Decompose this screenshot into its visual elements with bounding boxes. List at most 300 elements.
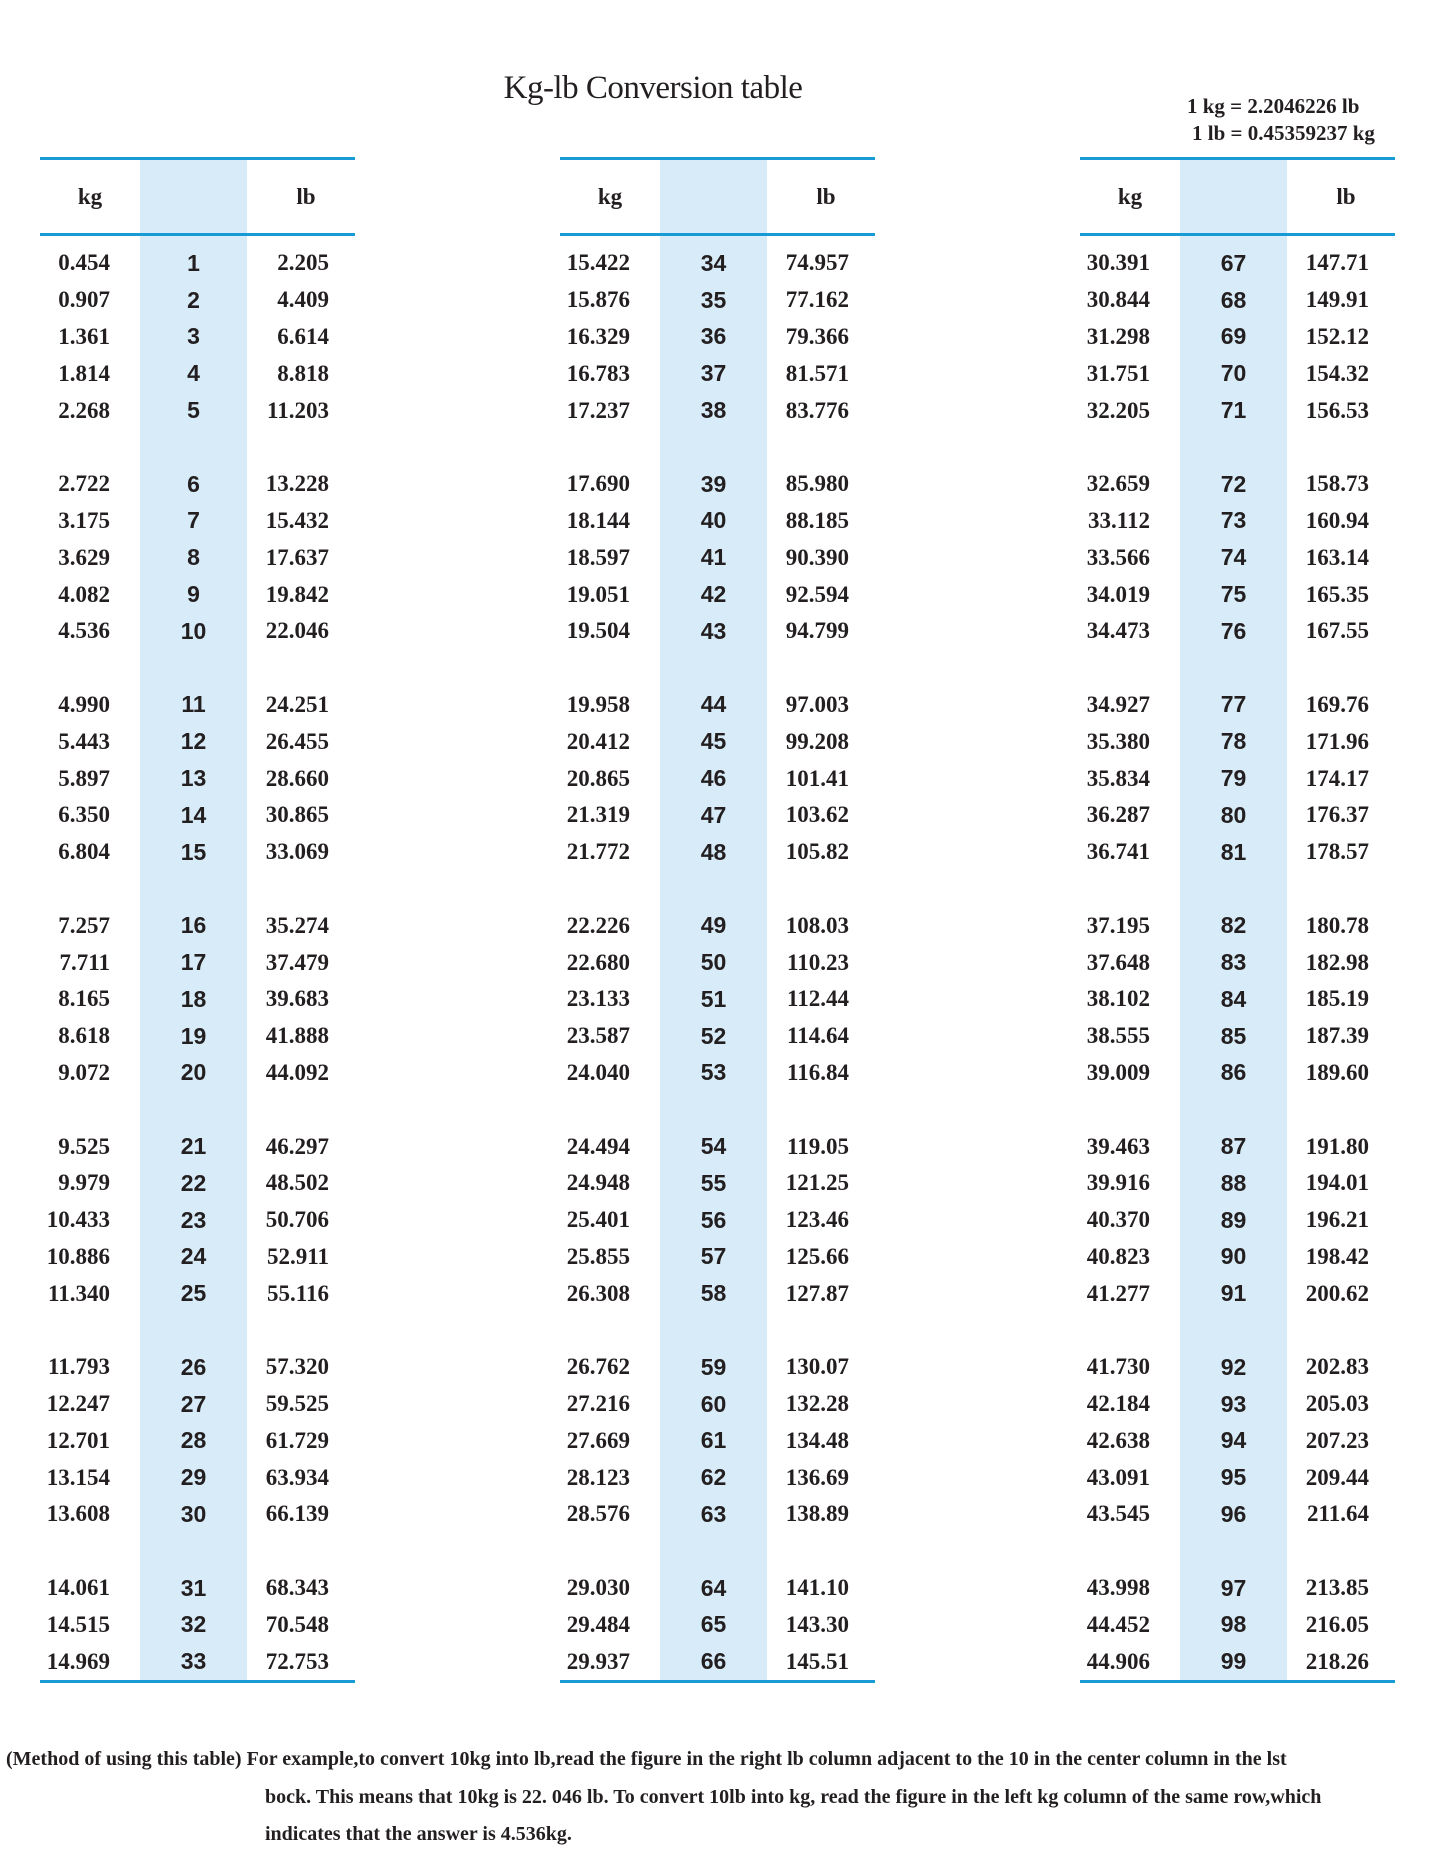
lb-value: 8.818: [277, 360, 329, 386]
lb-value: 167.55: [1305, 618, 1369, 644]
table-row: [40, 1386, 355, 1423]
kg-value: 44.906: [1086, 1648, 1150, 1674]
table-row: [560, 466, 875, 503]
table-row: [1080, 1275, 1395, 1312]
kg-value: 13.608: [46, 1501, 110, 1527]
lb-value: 154.32: [1305, 360, 1369, 386]
unit-number: 52: [700, 1022, 727, 1049]
lb-value: 4.409: [277, 287, 329, 313]
lb-value: 74.957: [785, 250, 849, 276]
kg-value: 39.009: [1086, 1059, 1150, 1085]
kg-value: 12.247: [46, 1391, 110, 1417]
lb-value: 187.39: [1305, 1023, 1369, 1049]
unit-number: 70: [1220, 360, 1247, 387]
table-row: [40, 1643, 355, 1680]
kg-header: kg: [77, 183, 103, 209]
kg-value: 14.515: [46, 1611, 110, 1637]
table-row: [560, 1423, 875, 1460]
lb-value: 15.432: [265, 507, 329, 533]
usage-note-line1: (Method of using this table) For example,to convert 10kg into lb,read the figure in the right lb column adjacent to the 10 in the center column in the lst: [6, 1748, 1287, 1770]
table-row: [1080, 319, 1395, 356]
lb-value: 207.23: [1305, 1427, 1369, 1453]
unit-number: 78: [1220, 728, 1247, 755]
table-row: [1080, 1202, 1395, 1239]
table-row: [40, 834, 355, 871]
kg-value: 28.576: [566, 1501, 630, 1527]
kg-value: 42.184: [1086, 1391, 1150, 1417]
unit-number: 76: [1220, 617, 1247, 644]
unit-number: 72: [1220, 470, 1247, 497]
unit-number: 81: [1220, 838, 1247, 865]
unit-number: 21: [180, 1133, 207, 1160]
kg-value: 31.298: [1086, 323, 1150, 349]
table-rows: [560, 245, 875, 1680]
table-row: [40, 1606, 355, 1643]
kg-value: 35.380: [1086, 728, 1150, 754]
table-row: [1080, 576, 1395, 613]
table-row: [40, 723, 355, 760]
table-row: [560, 1606, 875, 1643]
unit-number: 93: [1220, 1390, 1247, 1417]
unit-number: 53: [700, 1059, 727, 1086]
kg-value: 14.061: [46, 1575, 110, 1601]
lb-value: 130.07: [785, 1354, 849, 1380]
lb-value: 13.228: [265, 471, 329, 497]
unit-number: 23: [180, 1206, 207, 1233]
kg-value: 29.484: [566, 1611, 630, 1637]
kg-value: 34.019: [1086, 581, 1150, 607]
kg-value: 15.422: [566, 250, 630, 276]
kg-header: kg: [597, 183, 623, 209]
unit-number: 64: [700, 1574, 727, 1601]
table-row: [40, 1570, 355, 1607]
unit-number: 6: [187, 470, 200, 497]
table-row: [40, 907, 355, 944]
unit-number: 40: [700, 507, 727, 534]
kg-value: 22.226: [566, 912, 630, 938]
table-row: [560, 355, 875, 392]
unit-number: 32: [180, 1611, 207, 1638]
kg-value: 29.030: [566, 1575, 630, 1601]
kg-value: 10.886: [46, 1243, 110, 1269]
unit-number: 90: [1220, 1243, 1247, 1270]
lb-value: 101.41: [785, 765, 849, 791]
table-row: [1080, 1128, 1395, 1165]
unit-number: 57: [700, 1243, 727, 1270]
kg-value: 3.629: [58, 544, 110, 570]
table-row: [40, 539, 355, 576]
kg-value: 32.205: [1086, 397, 1150, 423]
lb-value: 138.89: [785, 1501, 849, 1527]
table-row: [560, 1165, 875, 1202]
table-row: [560, 1643, 875, 1680]
lb-value: 70.548: [265, 1611, 329, 1637]
lb-value: 50.706: [265, 1207, 329, 1233]
kg-value: 24.948: [566, 1170, 630, 1196]
unit-number: 51: [700, 985, 727, 1012]
lb-value: 205.03: [1305, 1391, 1369, 1417]
table-row: [560, 539, 875, 576]
unit-number: 86: [1220, 1059, 1247, 1086]
table-rows: [1080, 245, 1395, 1680]
lb-value: 160.94: [1305, 507, 1369, 533]
kg-value: 4.536: [58, 618, 110, 644]
table-header: [1080, 160, 1395, 233]
kg-value: 2.722: [58, 471, 110, 497]
lb-value: 99.208: [785, 728, 849, 754]
unit-number: 91: [1220, 1280, 1247, 1307]
lb-value: 119.05: [787, 1133, 849, 1159]
table-row: [560, 723, 875, 760]
kg-value: 30.391: [1086, 250, 1150, 276]
lb-value: 26.455: [265, 728, 329, 754]
table-row: [40, 1496, 355, 1533]
lb-value: 85.980: [785, 471, 849, 497]
lb-value: 108.03: [785, 912, 849, 938]
table-row: [1080, 1643, 1395, 1680]
rule-bottom: [40, 1680, 355, 1683]
table-row: [1080, 981, 1395, 1018]
kg-value: 4.082: [58, 581, 110, 607]
lb-value: 19.842: [265, 581, 329, 607]
kg-value: 34.927: [1086, 691, 1150, 717]
table-row: [560, 1128, 875, 1165]
kg-value: 44.452: [1086, 1611, 1150, 1637]
kg-value: 17.237: [566, 397, 630, 423]
unit-number: 47: [700, 801, 727, 828]
unit-number: 1: [187, 249, 200, 276]
kg-value: 15.876: [566, 287, 630, 313]
lb-value: 163.14: [1305, 544, 1369, 570]
unit-number: 42: [700, 581, 727, 608]
lb-value: 216.05: [1305, 1611, 1369, 1637]
kg-value: 43.091: [1086, 1464, 1150, 1490]
table-row: [1080, 1349, 1395, 1386]
table-row: [560, 576, 875, 613]
lb-value: 182.98: [1305, 949, 1369, 975]
kg-value: 0.907: [58, 287, 110, 313]
kg-value: 32.659: [1086, 471, 1150, 497]
unit-number: 88: [1220, 1169, 1247, 1196]
table-row: [40, 944, 355, 981]
kg-value: 19.051: [566, 581, 630, 607]
lb-value: 189.60: [1305, 1059, 1369, 1085]
kg-value: 43.545: [1086, 1501, 1150, 1527]
lb-value: 66.139: [265, 1501, 329, 1527]
kg-value: 37.195: [1086, 912, 1150, 938]
lb-value: 112.44: [787, 986, 849, 1012]
lb-value: 59.525: [265, 1391, 329, 1417]
lb-value: 39.683: [265, 986, 329, 1012]
table-row: [40, 1275, 355, 1312]
unit-number: 77: [1220, 691, 1247, 718]
kg-value: 9.979: [58, 1170, 110, 1196]
unit-number: 36: [700, 323, 727, 350]
unit-number: 35: [700, 286, 727, 313]
kg-value: 5.897: [58, 765, 110, 791]
kg-value: 30.844: [1086, 287, 1150, 313]
lb-value: 68.343: [265, 1575, 329, 1601]
table-row: [1080, 944, 1395, 981]
lb-value: 180.78: [1305, 912, 1369, 938]
unit-number: 95: [1220, 1464, 1247, 1491]
unit-number: 8: [187, 544, 200, 571]
lb-value: 33.069: [265, 839, 329, 865]
lb-value: 55.116: [267, 1280, 329, 1306]
table-row: [1080, 539, 1395, 576]
lb-value: 17.637: [265, 544, 329, 570]
kg-value: 43.998: [1086, 1575, 1150, 1601]
unit-number: 3: [187, 323, 200, 350]
lb-value: 28.660: [265, 765, 329, 791]
kg-value: 41.277: [1086, 1280, 1150, 1306]
lb-value: 209.44: [1305, 1464, 1369, 1490]
unit-number: 14: [180, 801, 207, 828]
table-row: [560, 1386, 875, 1423]
unit-number: 60: [700, 1390, 727, 1417]
unit-number: 67: [1220, 249, 1247, 276]
table-row: [560, 944, 875, 981]
kg-value: 22.680: [566, 949, 630, 975]
lb-value: 37.479: [265, 949, 329, 975]
table-row: [40, 503, 355, 540]
table-row: [1080, 1386, 1395, 1423]
table-row: [1080, 1423, 1395, 1460]
table-row: [1080, 282, 1395, 319]
unit-number: 15: [180, 838, 207, 865]
kg-value: 40.370: [1086, 1207, 1150, 1233]
table-row: [1080, 1055, 1395, 1092]
unit-number: 58: [700, 1280, 727, 1307]
kg-value: 40.823: [1086, 1243, 1150, 1269]
unit-number: 38: [700, 397, 727, 424]
table-row: [40, 1055, 355, 1092]
table-row: [1080, 503, 1395, 540]
kg-value: 9.525: [58, 1133, 110, 1159]
kg-value: 19.958: [566, 691, 630, 717]
table-rows: [40, 245, 355, 1680]
unit-number: 13: [180, 765, 207, 792]
lb-value: 174.17: [1305, 765, 1369, 791]
kg-value: 25.855: [566, 1243, 630, 1269]
lb-value: 79.366: [785, 323, 849, 349]
table-row: [560, 1055, 875, 1092]
unit-number: 28: [180, 1427, 207, 1454]
kg-value: 36.741: [1086, 839, 1150, 865]
unit-number: 4: [187, 360, 200, 387]
lb-value: 90.390: [785, 544, 849, 570]
kg-value: 39.916: [1086, 1170, 1150, 1196]
lb-value: 145.51: [785, 1648, 849, 1674]
kg-value: 24.040: [566, 1059, 630, 1085]
unit-number: 87: [1220, 1133, 1247, 1160]
kg-value: 0.454: [58, 250, 110, 276]
lb-value: 46.297: [265, 1133, 329, 1159]
table-row: [40, 981, 355, 1018]
table-row: [40, 1423, 355, 1460]
table-header: [40, 160, 355, 233]
usage-note-line2: bock. This means that 10kg is 22. 046 lb. To convert 10lb into kg, read the figure in the left kg column of the same row,which: [265, 1785, 1322, 1808]
table-row: [1080, 1496, 1395, 1533]
unit-number: 9: [187, 581, 200, 608]
table-row: [560, 1496, 875, 1533]
kg-value: 35.834: [1086, 765, 1150, 791]
lb-value: 116.84: [787, 1059, 849, 1085]
lb-value: 22.046: [265, 618, 329, 644]
kg-value: 33.566: [1086, 544, 1150, 570]
lb-value: 149.91: [1305, 287, 1369, 313]
kg-to-lb-factor: 1 kg = 2.2046226 lb: [1187, 94, 1360, 118]
unit-number: 99: [1220, 1648, 1247, 1675]
kg-value: 33.112: [1088, 507, 1150, 533]
kg-value: 18.597: [566, 544, 630, 570]
lb-value: 52.911: [267, 1243, 329, 1269]
unit-number: 10: [180, 617, 207, 644]
kg-value: 20.412: [566, 728, 630, 754]
table-row: [560, 613, 875, 650]
table-row: [40, 1349, 355, 1386]
lb-value: 136.69: [785, 1464, 849, 1490]
unit-number: 24: [180, 1243, 207, 1270]
kg-value: 41.730: [1086, 1354, 1150, 1380]
unit-number: 31: [180, 1574, 207, 1601]
table-row: [560, 1275, 875, 1312]
table-row: [560, 1570, 875, 1607]
unit-number: 97: [1220, 1574, 1247, 1601]
table-row: [1080, 1606, 1395, 1643]
lb-value: 158.73: [1305, 471, 1369, 497]
kg-header: kg: [1117, 183, 1143, 209]
table-row: [560, 1459, 875, 1496]
lb-value: 30.865: [265, 802, 329, 828]
table-row: [560, 1018, 875, 1055]
table-row: [1080, 392, 1395, 429]
lb-value: 185.19: [1305, 986, 1369, 1012]
kg-value: 29.937: [566, 1648, 630, 1674]
unit-number: 45: [700, 728, 727, 755]
table-row: [40, 1459, 355, 1496]
kg-value: 34.473: [1086, 618, 1150, 644]
table-row: [560, 981, 875, 1018]
unit-number: 92: [1220, 1353, 1247, 1380]
table-row: [40, 1018, 355, 1055]
table-row: [1080, 1018, 1395, 1055]
kg-value: 12.701: [46, 1427, 110, 1453]
table-row: [1080, 723, 1395, 760]
kg-value: 36.287: [1086, 802, 1150, 828]
unit-number: 89: [1220, 1206, 1247, 1233]
table-group-3: [1080, 157, 1395, 1683]
unit-number: 61: [700, 1427, 727, 1454]
lb-value: 141.10: [785, 1575, 849, 1601]
lb-header: lb: [1336, 183, 1356, 209]
table-row: [560, 1202, 875, 1239]
table-group-2: [560, 157, 875, 1683]
lb-value: 114.64: [787, 1023, 849, 1049]
table-row: [560, 907, 875, 944]
lb-value: 57.320: [265, 1354, 329, 1380]
lb-value: 198.42: [1305, 1243, 1369, 1269]
lb-value: 63.934: [265, 1464, 329, 1490]
table-row: [1080, 1459, 1395, 1496]
table-row: [40, 797, 355, 834]
unit-number: 16: [180, 912, 207, 939]
kg-value: 38.102: [1086, 986, 1150, 1012]
lb-value: 123.46: [785, 1207, 849, 1233]
table-row: [560, 760, 875, 797]
unit-number: 33: [180, 1648, 207, 1675]
kg-value: 16.783: [566, 360, 630, 386]
unit-number: 85: [1220, 1022, 1247, 1049]
lb-value: 83.776: [785, 397, 849, 423]
kg-value: 10.433: [46, 1207, 110, 1233]
rule-bottom: [1080, 1680, 1395, 1683]
unit-number: 12: [180, 728, 207, 755]
table-row: [40, 1202, 355, 1239]
lb-value: 165.35: [1305, 581, 1369, 607]
unit-number: 37: [700, 360, 727, 387]
unit-number: 25: [180, 1280, 207, 1307]
table-row: [560, 245, 875, 282]
kg-value: 1.814: [58, 360, 110, 386]
lb-value: 156.53: [1305, 397, 1369, 423]
lb-value: 218.26: [1305, 1648, 1369, 1674]
table-row: [40, 282, 355, 319]
unit-number: 48: [700, 838, 727, 865]
unit-number: 43: [700, 617, 727, 644]
table-row: [1080, 1570, 1395, 1607]
unit-number: 79: [1220, 765, 1247, 792]
kg-value: 11.340: [48, 1280, 110, 1306]
unit-number: 39: [700, 470, 727, 497]
unit-number: 22: [180, 1169, 207, 1196]
unit-number: 55: [700, 1169, 727, 1196]
lb-value: 191.80: [1305, 1133, 1369, 1159]
unit-number: 75: [1220, 581, 1247, 608]
table-row: [40, 576, 355, 613]
lb-value: 134.48: [785, 1427, 849, 1453]
unit-number: 49: [700, 912, 727, 939]
unit-number: 65: [700, 1611, 727, 1638]
unit-number: 66: [700, 1648, 727, 1675]
table-row: [1080, 797, 1395, 834]
kg-value: 11.793: [48, 1354, 110, 1380]
lb-value: 61.729: [265, 1427, 329, 1453]
table-row: [1080, 1165, 1395, 1202]
lb-value: 77.162: [785, 287, 849, 313]
lb-value: 171.96: [1305, 728, 1369, 754]
lb-value: 202.83: [1305, 1354, 1369, 1380]
kg-value: 3.175: [58, 507, 110, 533]
unit-number: 5: [187, 397, 200, 424]
unit-number: 68: [1220, 286, 1247, 313]
lb-value: 105.82: [785, 839, 849, 865]
table-row: [560, 392, 875, 429]
unit-number: 83: [1220, 949, 1247, 976]
unit-number: 41: [700, 544, 727, 571]
lb-value: 196.21: [1305, 1207, 1369, 1233]
rule-header: [560, 233, 875, 236]
table-row: [40, 1128, 355, 1165]
table-row: [40, 687, 355, 724]
lb-value: 200.62: [1305, 1280, 1369, 1306]
kg-value: 6.804: [58, 839, 110, 865]
lb-value: 2.205: [277, 250, 329, 276]
lb-value: 213.85: [1305, 1575, 1369, 1601]
lb-value: 169.76: [1305, 691, 1369, 717]
conversion-factors: [1187, 93, 1375, 147]
lb-value: 176.37: [1305, 802, 1369, 828]
